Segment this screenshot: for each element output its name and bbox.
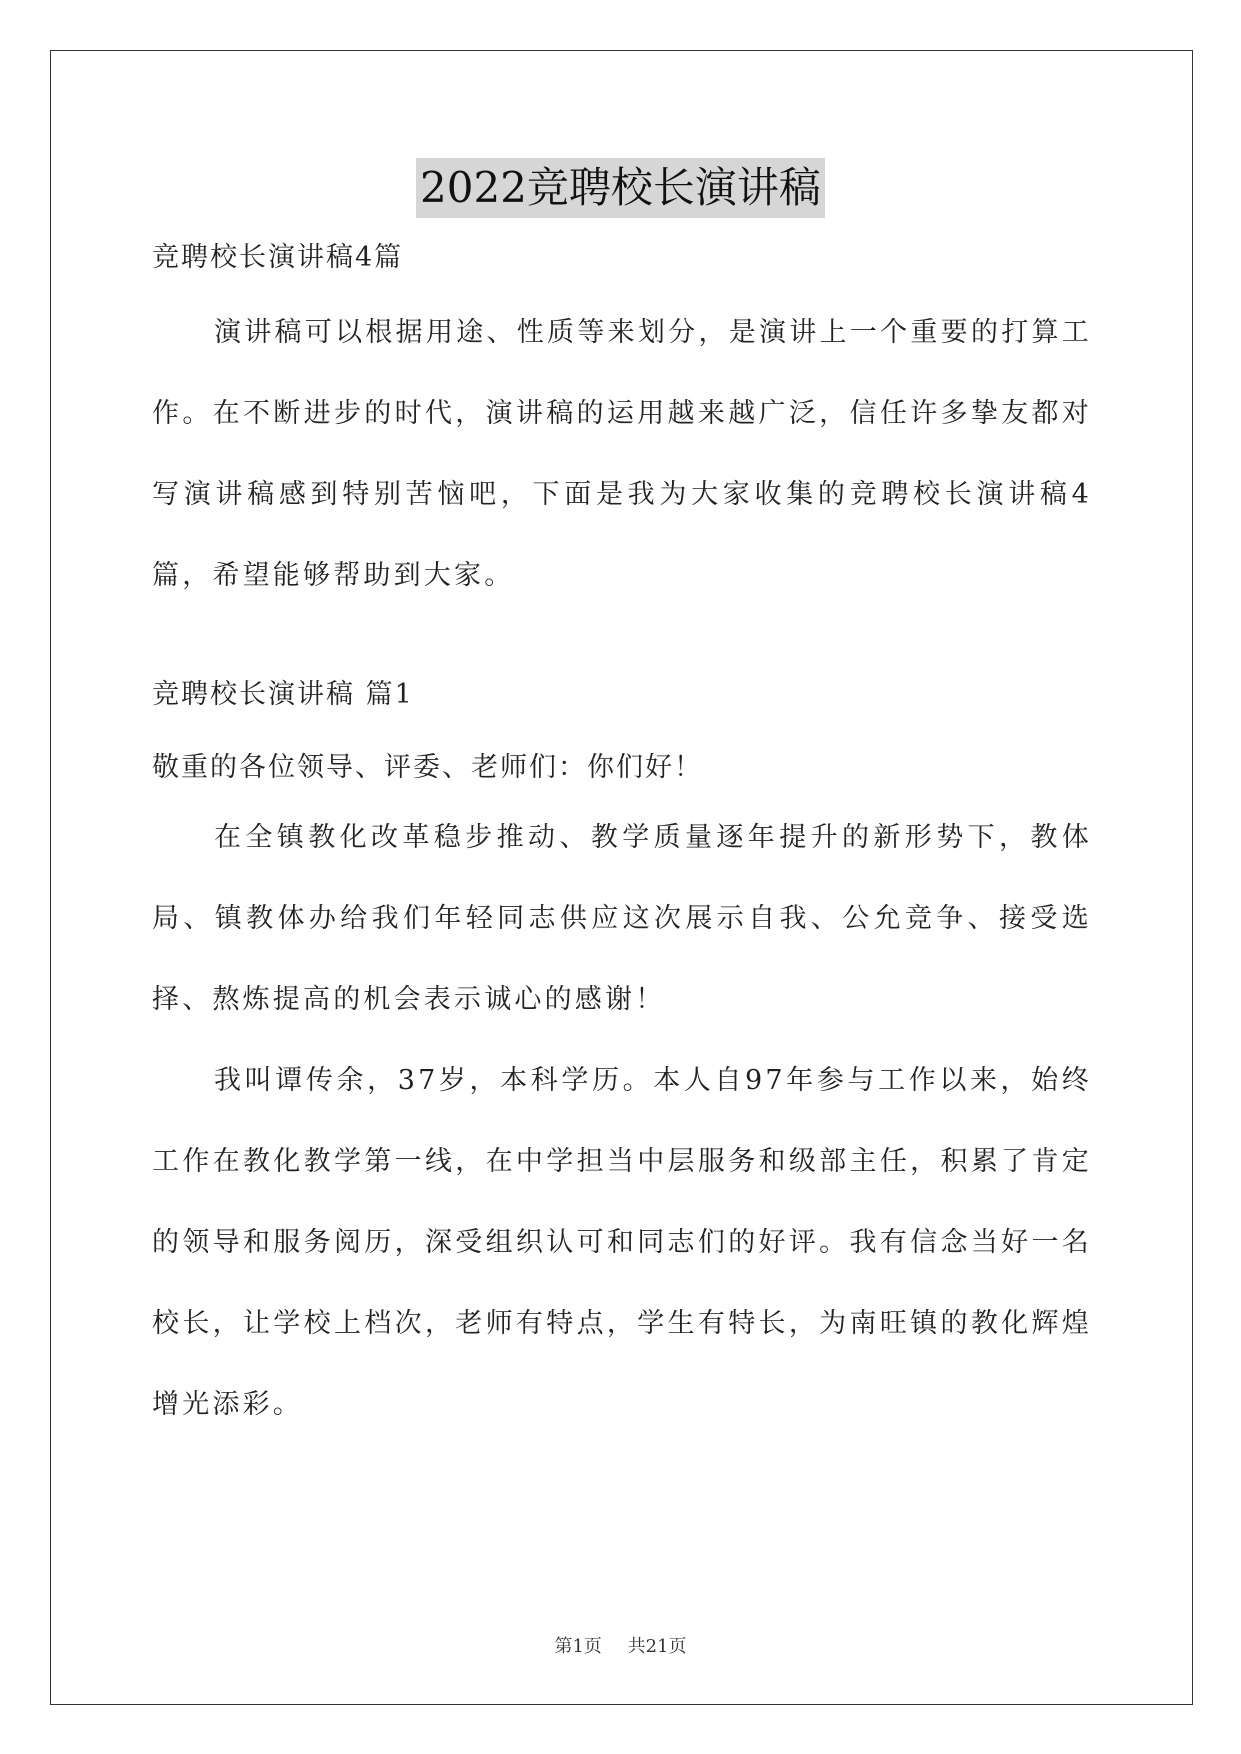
page-title: 2022竞聘校长演讲稿 xyxy=(416,158,825,218)
title-wrap xyxy=(0,158,1241,218)
greeting-line: 敬重的各位领导、评委、老师们：你们好！ xyxy=(152,752,703,783)
body-paragraph-2: 我叫谭传余，37岁，本科学历。本人自97年参与工作以来，始终工作在教化教学第一线，在中学担当中层服务和级部主任，积累了肯定的领导和服务阅历，深受组织认可和同志们的好评。我有信念当好一名校长，让学校上档次，老师有特点，学生有特长，为南旺镇的教化辉煌增光添彩。 xyxy=(152,1065,1092,1420)
page-number: 第1页 xyxy=(554,1636,602,1657)
body-paragraph-1: 在全镇教化改革稳步推动、教学质量逐年提升的新形势下，教体局、镇教体办给我们年轻同志供应这次展示自我、公允竞争、接受选择、熬炼提高的机会表示诚心的感谢！ xyxy=(152,822,1092,1015)
section-heading: 竞聘校长演讲稿 篇1 xyxy=(152,679,414,710)
page-total: 共21页 xyxy=(627,1636,687,1657)
intro-paragraph: 演讲稿可以根据用途、性质等来划分，是演讲上一个重要的打算工作。在不断进步的时代，演讲稿的运用越来越广泛，信任许多挚友都对写演讲稿感到特别苦恼吧，下面是我为大家收集的竞聘校长演讲稿4篇，希望能够帮助到大家。 xyxy=(152,317,1092,591)
document-subtitle: 竞聘校长演讲稿4篇 xyxy=(152,242,404,273)
page-footer xyxy=(0,1632,1241,1658)
